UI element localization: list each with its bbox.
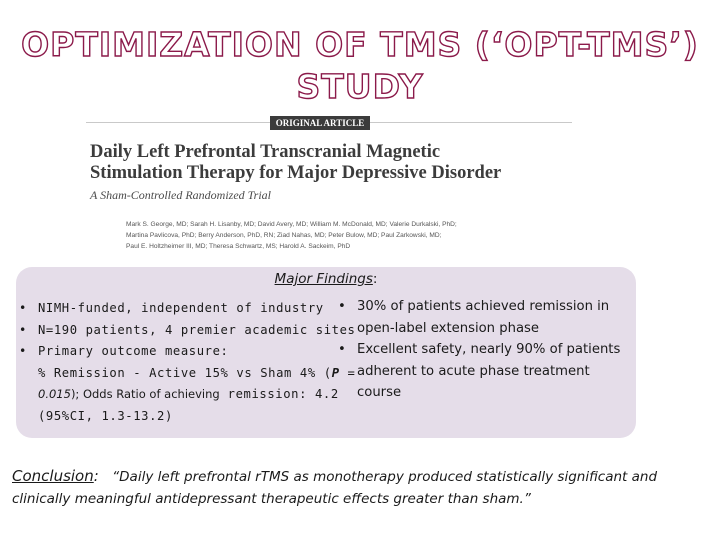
paper-title-line-1: Daily Left Prefrontal Transcranial Magnetic bbox=[90, 142, 441, 162]
paper-title bbox=[90, 142, 570, 184]
list-item bbox=[338, 339, 636, 404]
slide-title-line-1: OPTIMIZATION OF TMS (‘OPT-TMS’) bbox=[21, 25, 699, 64]
finding-text: N=190 patients, 4 premier academic sites bbox=[38, 322, 356, 337]
authors-line: Paul E. Holtzheimer III, MD; Theresa Schwartz, MS; Harold A. Sackeim, PhD bbox=[126, 243, 351, 250]
finding-text: ); Odds Ratio of achieving bbox=[70, 387, 220, 401]
bullet-icon: • bbox=[19, 301, 27, 315]
finding-text: = bbox=[339, 365, 356, 380]
conclusion-label: Conclusion bbox=[12, 467, 94, 485]
slide-title-line-2: STUDY bbox=[296, 67, 424, 106]
article-type-tag: ORIGINAL ARTICLE bbox=[270, 116, 370, 130]
p-value: 0.015 bbox=[38, 387, 71, 401]
finding-text: % Remission - Active 15% vs Sham 4% ( bbox=[38, 365, 332, 380]
finding-text: NIMH-funded, independent of industry bbox=[38, 301, 324, 315]
slide-title bbox=[0, 24, 720, 108]
list-item bbox=[19, 320, 369, 342]
paper-authors bbox=[126, 219, 566, 252]
paper-header-image bbox=[86, 112, 572, 252]
conclusion-colon: : bbox=[93, 467, 99, 485]
findings-right-list bbox=[338, 296, 636, 404]
authors-line: Martina Pavlicova, PhD; Berry Anderson, PhD, RN; Ziad Nahas, MD; Peter Bulow, MD; Paul Zarkowski, MD; bbox=[126, 232, 442, 239]
conclusion-text: “Daily left prefrontal rTMS as monotherapy produced statistically significant and clinically meaningful antidepressant therapeutic effects greater than sham.” bbox=[12, 469, 658, 507]
bullet-icon: • bbox=[338, 299, 346, 314]
bullet-icon: • bbox=[338, 342, 346, 358]
findings-heading-text: Major Findings bbox=[274, 271, 373, 287]
list-item bbox=[19, 298, 369, 320]
bullet-icon: • bbox=[19, 322, 27, 337]
p-symbol: P bbox=[331, 365, 340, 380]
major-findings-box bbox=[16, 267, 636, 438]
finding-text: remission: 4.2 (95%CI, 1.3-13.2) bbox=[38, 387, 339, 423]
finding-text: 30% of patients achieved remission in open-label extension phase bbox=[357, 299, 610, 336]
conclusion bbox=[12, 466, 712, 510]
list-item bbox=[338, 296, 636, 339]
authors-line: Mark S. George, MD; Sarah H. Lisanby, MD; David Avery, MD; William M. McDonald, MD; Valerie Durkalski, PhD; bbox=[126, 221, 457, 228]
findings-heading bbox=[16, 271, 636, 287]
paper-title-line-2: Stimulation Therapy for Major Depressive Disorder bbox=[90, 163, 502, 183]
finding-text: Primary outcome measure: bbox=[38, 344, 229, 358]
paper-subtitle: A Sham-Controlled Randomized Trial bbox=[90, 188, 272, 202]
bullet-icon: • bbox=[19, 344, 27, 358]
findings-heading-colon: : bbox=[372, 271, 378, 287]
finding-text: Excellent safety, nearly 90% of patients adherent to acute phase treatment course bbox=[357, 342, 621, 401]
list-item bbox=[19, 341, 369, 427]
findings-left-list bbox=[19, 298, 369, 427]
